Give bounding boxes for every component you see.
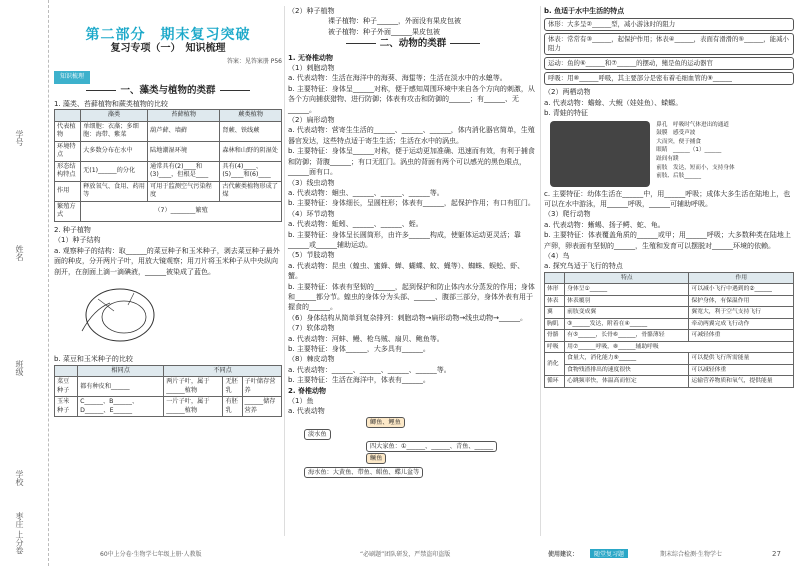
table-row (55, 161, 282, 181)
table-cell: 用⑦______呼吸，⑧______辅助呼吸 (565, 341, 794, 353)
table-cell: 消化 (545, 353, 565, 376)
annelid-heading: （4）环节动物 (288, 209, 335, 218)
table-cell: 古代蕨类植物形成了煤 (220, 181, 282, 201)
margin-label-name: 姓名 (15, 245, 24, 261)
angiosperm-line: 被子植物：种子外面______果皮包被 (328, 27, 440, 36)
invertebrates-heading: 1. 无脊椎动物 (288, 53, 333, 62)
tree-node: 淡水鱼 (304, 429, 331, 440)
table-row (545, 353, 794, 365)
table-cell: 翼 (545, 307, 565, 319)
answer-reference: 答案：见答案册 P56 (226, 57, 282, 65)
echinoderm-features: b. 主要特征：生活在海洋中，体表有______。 (288, 376, 430, 385)
column-middle (288, 6, 538, 481)
table-header: 苔藓植物 (147, 110, 219, 122)
review-subtitle: 复习专项（一） 知识梳理 (110, 43, 226, 55)
frog-label: 眼睛 ______（1）______ (656, 147, 722, 154)
question-2a-text: a. 观察种子的结构：取______的菜豆种子和玉米种子，剥去菜豆种子最外面的种皮，分开两片子叶，用放大镜观察；用刀片将玉米种子从中央纵向剖开，在剖面上滴一滴碘液，______被染成了蓝色。 (54, 246, 280, 276)
seed-comparison-table (54, 365, 282, 418)
table-cell: 可以减小飞行中遇到的②______ (689, 284, 794, 296)
table-cell: 心跳频率快，体温高而恒定 (565, 376, 689, 388)
column-divider (540, 6, 541, 536)
table-cell: 可用于监测空气污染程度 (147, 181, 219, 201)
arthropod-heading: （5）节肢动物 (288, 251, 335, 260)
table-cell: 身体呈①______ (565, 284, 689, 296)
table-row (55, 121, 282, 141)
fish-heading: （1）鱼 (288, 397, 314, 406)
fish-trait-box: 运动：鱼的⑥______和⑦______的摆动，鳍是鱼的运动器官 (544, 57, 794, 70)
table-cell: 可减轻体重 (689, 330, 794, 342)
table-cell: 体形 (545, 284, 565, 296)
mollusc-features: b. 主要特征：身体______，大多具有______。 (288, 345, 430, 353)
table-cell: 可以减轻体重 (689, 364, 794, 376)
frog-labels (656, 121, 786, 181)
column-divider (284, 6, 285, 536)
vertebrates-heading: 2. 脊椎动物 (288, 386, 326, 395)
table-header: 不同点 (164, 365, 282, 377)
table-row (545, 307, 794, 319)
seed-diagram (74, 279, 160, 349)
nematode-examples: a. 代表动物：蛔虫、______、______、______等。 (288, 188, 444, 197)
table-row (55, 397, 282, 417)
table-cell: 代表植物 (55, 121, 81, 141)
flatworm-heading: （2）扁形动物 (288, 116, 335, 125)
table-row (545, 376, 794, 388)
table-cell: 两片子叶，属于______植物 (164, 377, 223, 397)
table-cell: ______储存营养 (242, 397, 281, 417)
frog-label: 大而突，便于捕食 (656, 138, 701, 145)
cnidaria-heading: （1）刺胞动物 (288, 64, 335, 73)
reptile-heading: （3）爬行动物 (544, 210, 591, 219)
fish-trait-box: 体表：常常有③______，起保护作用；体表④______，表面有滑滑的⑤______，能减小阻力 (544, 33, 794, 55)
frog-label: 鼻孔 呼吸时气体进出的通道 (656, 121, 729, 128)
table-header (55, 365, 78, 377)
table-cell: 单细胞：衣藻；多细胞：海带、紫菜 (81, 121, 148, 141)
margin-label-id: 学号 (15, 130, 24, 146)
nematode-heading: （3）线虫动物 (288, 178, 335, 187)
margin-label-class: 班级 (15, 360, 24, 376)
table-cell: 食物残渣排出的速度很快 (565, 364, 689, 376)
table-row (55, 201, 282, 221)
column-left (54, 6, 282, 417)
table-cell: 具有(4)____、(5)____和(6)____ (220, 161, 282, 181)
table-cell: 骨骼 (545, 330, 565, 342)
table-cell: 森林和山野的阴湿处 (220, 141, 282, 161)
table-cell: 牵动两翼完成飞行动作 (689, 318, 794, 330)
amphibian-features: c. 主要特征：幼体生活在______中，用______呼吸；成体大多生活在陆地上，也可以在水中游泳，用______呼吸，______可辅助呼吸。 (544, 189, 791, 209)
fish-trait-box: 呼吸：用⑧______呼吸，其主要部分是密布着毛细血管的⑨______ (544, 72, 794, 85)
table-cell: 胸肌 (545, 318, 565, 330)
table-row (55, 141, 282, 161)
table-row (55, 181, 282, 201)
gymnosperm-line: 裸子植物：种子______，外面没有果皮包被 (328, 17, 461, 26)
table-header (545, 272, 565, 284)
table-row (55, 377, 282, 397)
flatworm-examples: a. 代表动物：营寄生生活的______、______、______，体内消化器官简单，生殖器官发达，这些特点适于寄生生活；生活在水中的涡虫。 (288, 126, 535, 145)
table-cell: 大多数分布在水中 (81, 141, 148, 161)
footer-middle: “必刷题”团队研发，严禁盗印盗版 (360, 551, 451, 558)
knowledge-badge: 知识梳理 (54, 71, 90, 83)
section-heading-animals: 二、动物的类群 (288, 39, 538, 49)
table-cell: 通常具有(2)____和(3)____，但根是____ (147, 161, 219, 181)
frog-label: 前肢 发达，短而小，支持身体 (656, 164, 735, 171)
amphibian-heading: （2）两栖动物 (544, 88, 591, 97)
table-cell: 都有种皮和______ (78, 377, 164, 397)
table-header: 相同点 (78, 365, 164, 377)
table-cell: 无胚乳 (223, 377, 242, 397)
table-cell: 肾蕨、铁线蕨 (220, 121, 282, 141)
annelid-examples: a. 代表动物：蚯蚓、______、______、蛭。 (288, 220, 423, 229)
footer-usage-label: 使用建议： (548, 551, 579, 558)
nematode-features: b. 主要特征：身体细长，呈圆柱形；体表有______，起保护作用；有口有肛门。 (288, 199, 535, 208)
question-2-heading: 2. 种子植物 (54, 225, 91, 234)
table-row (545, 330, 794, 342)
table-cell: 陆地潮湿环境 (147, 141, 219, 161)
flatworm-features: b. 主要特征：身体呈______对称，便于运动更加准确、迅速而有效，有利于捕食和防御；背腹______；有口无肛门。涡虫的背面有两个可以感光的黑色眼点，______面有口。 (288, 147, 535, 177)
reptile-features: b. 主要特征：体表覆盖角质的______或甲；用______呼吸；大多数种类在陆地上产卵，卵表面有坚韧的______，生殖和发育可以摆脱对______环境的依赖。 (544, 231, 791, 250)
table-cell: 菜豆种子 (55, 377, 78, 397)
frog-label: 鼓膜 感受声波 (656, 130, 696, 137)
echinoderm-heading: （8）棘皮动物 (288, 355, 335, 364)
table-cell: 环境特点 (55, 141, 81, 161)
table-header (55, 110, 81, 122)
part-title: 第二部分 期末复习突破 (85, 27, 251, 43)
table-cell: 循环 (545, 376, 565, 388)
fish-classification-tree (304, 417, 538, 481)
table-cell: 保护身体，有保温作用 (689, 295, 794, 307)
fish-examples-heading: a. 代表动物 (288, 407, 325, 416)
column-right (544, 6, 794, 388)
question-1-heading: 1. 藻类、苔藓植物和蕨类植物的比较 (54, 100, 168, 109)
question-2b-heading: b. 菜豆和玉米种子的比较 (54, 355, 133, 364)
fish-trait-box: 体形：大多呈②______型，减小游泳时的阻力 (544, 18, 794, 31)
mollusc-heading: （7）软体动物 (288, 324, 335, 333)
table-cell: 可以提供飞行所需能量 (689, 353, 794, 365)
margin-label-school: 学校 (15, 470, 24, 486)
table-cell: 有⑤______，长骨⑥______，骨骼薄轻 (565, 330, 689, 342)
tree-node: 四大家鱼：①______、______、青鱼、______ (366, 441, 497, 452)
table-cell: 释放氧气、食用、药用等 (81, 181, 148, 201)
table-cell: 子叶储存营养 (242, 377, 281, 397)
table-cell: 形态结构特点 (55, 161, 81, 181)
frog-image (550, 121, 650, 187)
table-row (545, 284, 794, 296)
table-row (545, 318, 794, 330)
table-cell: 体表 (545, 295, 565, 307)
frog-label: 前肢、后肢______ (656, 173, 701, 180)
cnidaria-features: b. 主要特征：身体呈______对称，便于感知周围环境中来自各个方向的刺激，从各个方向捕获猎物、进行防御；体表有攻击和防御的______；有______、无______。 (288, 84, 535, 114)
table-cell: 体表覆羽 (565, 295, 689, 307)
table-row (545, 364, 794, 376)
annelid-features: b. 主要特征：身体呈长圆筒形，由许多______构成，使躯体运动更灵活；靠______或______辅助运动。 (288, 230, 521, 249)
table-cell: 有胚乳 (223, 397, 242, 417)
section-heading-plants: 一、藻类与植物的类群 (54, 86, 282, 96)
table-cell: 前肢变成翼 (565, 307, 689, 319)
frog-label: 趾间有蹼 (656, 156, 679, 162)
arthropod-examples: a. 代表动物：昆虫（蝗虫、蜜蜂、蝉、蝴蝶、蚊、蝇等）、蜘蛛、蜈蚣、虾、蟹。 (288, 261, 525, 281)
arthropod-features: b. 主要特征：体表有坚韧的______，起到保护和防止体内水分蒸发的作用；身体和______都分节。蝗虫的身体分为头部、______、腹部三部分，身体外表有用于握食的______。 (288, 282, 535, 312)
margin-label-series: 枣庄 上分卷 (15, 512, 24, 555)
table-cell: 运输营养物质和氧气，提供能量 (689, 376, 794, 388)
table-cell: 繁殖方式 (55, 201, 81, 221)
table-header: 藻类 (81, 110, 148, 122)
cnidaria-examples: a. 代表动物：生活在海洋中的海葵、海蜇等；生活在淡水中的水螅等。 (288, 74, 507, 83)
table-row (545, 295, 794, 307)
table-cell: 葫芦藓、墙藓 (147, 121, 219, 141)
tree-node: 海水鱼：大黄鱼、带鱼、鲳鱼、蝶儿盆等 (304, 467, 423, 478)
table-cell: 玉米种子 (55, 397, 78, 417)
bird-flight-heading: a. 探究鸟适于飞行的特点 (544, 262, 623, 271)
complexity-order: （6）身体结构从简单到复杂排列：刺胞动物→扁形动物→线虫动物→______。 (288, 313, 528, 322)
reptile-examples: a. 代表动物：蜥蜴、扬子鳄、蛇、龟。 (544, 220, 665, 229)
bird-flight-table (544, 272, 794, 388)
left-margin-strip (0, 0, 49, 566)
table-cell: 翼宽大，利于空气支持飞行 (689, 307, 794, 319)
table-row (545, 341, 794, 353)
seed-plant-heading: （2）种子植物 (288, 7, 335, 15)
table-cell: C______、B______、D______、E______ (78, 397, 164, 417)
table-cell: 无(1)______的分化 (81, 161, 148, 181)
amphibian-examples: a. 代表动物：蟾蜍、大鲵（娃娃鱼）、蝾螈。 (544, 98, 683, 107)
table-header: 蕨类植物 (220, 110, 282, 122)
tree-node: 鲫鱼、鲤鱼 (366, 417, 405, 428)
question-2a-heading: （1）种子结构 (54, 236, 101, 245)
frog-figure (550, 121, 794, 187)
bird-heading: （4）鸟 (544, 252, 570, 261)
echinoderm-examples: a. 代表动物：______、______、______、______等。 (288, 365, 451, 374)
table-cell: （7）________繁殖 (81, 201, 282, 221)
table-cell: 呼吸 (545, 341, 565, 353)
footer-left: 60中上分卷·生物学七年级上册·人教版 (100, 551, 202, 558)
table-cell: 食量大，消化能力⑨______ (565, 353, 689, 365)
footer-right: 期末综合检测·生物学七 (660, 551, 722, 558)
mollusc-examples: a. 代表动物：河蚌、鳗、枪乌贼、扇贝、鲍鱼等。 (288, 334, 444, 343)
frog-heading: b. 青蛙的特征 (544, 109, 588, 118)
page-number: 27 (772, 550, 781, 558)
table-header: 作用 (689, 272, 794, 284)
fish-adaptation-heading: b. 鱼适于水中生活的特点 (544, 7, 625, 15)
footer-usage-tag: 随堂复习题 (590, 549, 628, 558)
tree-node: 鳜鱼 (366, 453, 386, 464)
table-cell: 一片子叶，属于______植物 (164, 397, 223, 417)
table-cell: 作用 (55, 181, 81, 201)
plant-comparison-table (54, 109, 282, 222)
table-cell: ③______发达，附着在④______ (565, 318, 689, 330)
table-header: 特点 (565, 272, 689, 284)
